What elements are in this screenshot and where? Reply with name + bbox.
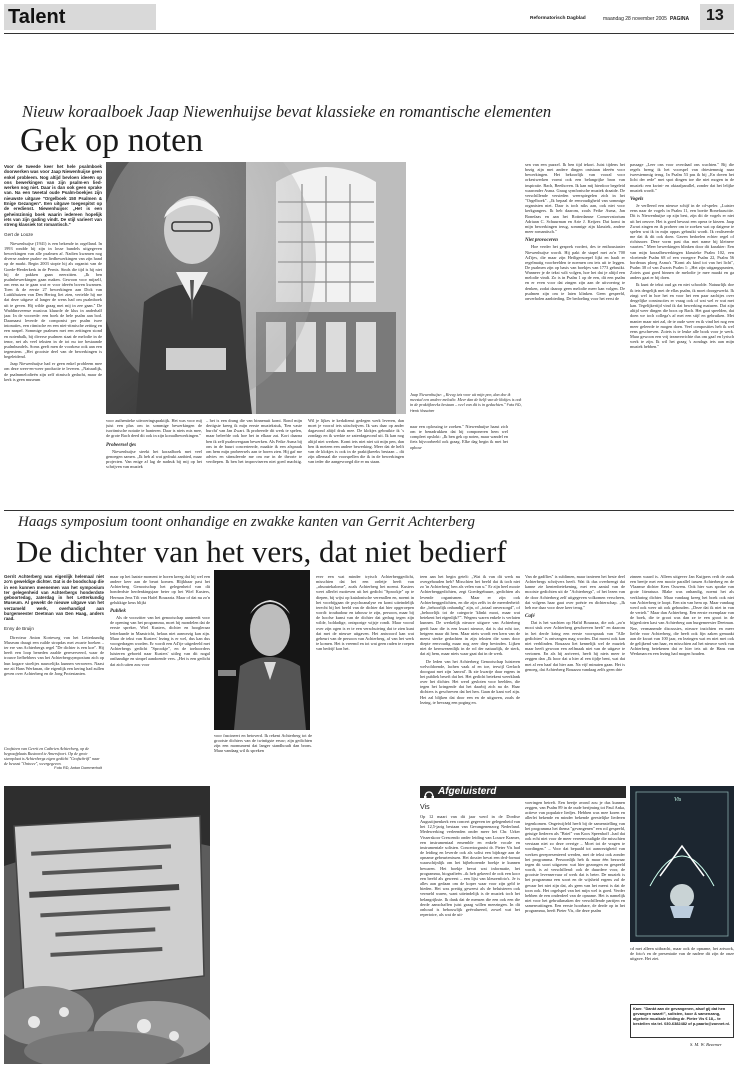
date-line: maandag 28 november 2005 — [603, 16, 667, 22]
article2-kicker: Haags symposium toont onhandige en zwakke kanten van Gerrit Achterberg — [18, 514, 476, 530]
article1-col1-text: Niewenhuijse (1941) is een bekende in orgelland. In 1993 rondde hij zijn in losse bundels uitgegeven bewerkingen van alle psalmen af. Nadien kwamen nog diverse andere psalm- en liedbewerkingen van zijn hand op de markt. Begin 2003 stopte hij als organist van de Goede-Herderkerk in de Pernis. Sinds die tijd is hij niet bij de pakken gaan neerzitten. „Ik ben psalmbewerkingen gaan maken. Gewoon voor mijzelf, om eens na te gaan wat er voor ideeën boven kwamen. Toen ik de eerste 27 bewerkingen aan Dick van Luttikhuizen van Den Hertog liet zien, vertelde hij me dat deze uitgave al langer de wens had om psalmboek uit te geven. Hij wilde graag met mij in zee gaan." De Waddinxveense musicus kluurde de klus in anderhalf jaar. In de voorrede: een boek de hele psalm aan bod. Daarnaast leverde de componist per psalm twee intonaties, een ritmische en een niet-ritmische zetting en een naspel. Sommige psalmen met een zettingen stond en notenbalk, bij diverse psalmen staat de melodie in de tenor, net als veel teksten in de tot nu toe bestaande psalmbundels. Soms geeft men de voorkeur ook aan een tegenstem. „Het grootste deel van de bewerkingen is begeleidend. — [4, 240, 102, 360]
article1-headline: Gek op noten — [20, 122, 204, 159]
article2-headline: De dichter van het vers, dat niet bedierf — [16, 534, 507, 569]
cd-info-text: Kaer. "Dankt aan de gevangenen, alsof gij dat hen gevangen waart!", solisten, koor & samenzang, algehele muzikale leiding dr. Pieter Vis € 18,– te bestellen via tel. 030-6382482 of p.paarlo@zonnet.nl. — [633, 1006, 730, 1026]
article1-col2 — [106, 418, 202, 506]
article1-kicker: Nieuw koraalboek Jaap Niewenhuijse bevat klassieke en romantische elementen — [22, 102, 552, 121]
article1-col5 — [525, 162, 625, 506]
article2-lead: Gerrit Achterberg was eigenlijk helemaal niet zo'n geweldige dichter. Dat is de boodschap die in een kunnen meenemen van het symposium ter gelegenheid van Achterbergs honderdste geboortedag, zaterdag in het Letterkundig Museum. Al gewekt de nieuwe uitgave van het verzameld werk, overhandigd aan burgemeester Deetman van Den Haag, anders raad. — [4, 574, 104, 622]
section-title: Talent — [8, 6, 66, 28]
article-divider — [4, 510, 734, 511]
cd-info-box — [630, 1004, 734, 1038]
article1-col6b-text: Je verlleerd een nieuwe schijf in de cd-speler. „Luister eens naar de vogels in Psalm 11, een boeite Bonefaascitie. Dit is Niewenhuijse op zijn best, zijn dit de vogels er niet uit het oeuvre. Het is goed bewust een opera te kiezen. Jaap Zwart zingen en ik probeer om te zoeken wat op datgene te spelen wat ik in mijn oppas gebruikt wordt. Ik realiseerde me dat ik dit ook doen. Gaven bedoelen echter regel of richtsnoer. Deze vorm past dus met name bij kleinere vaarten." Meer bewerkingen blinken door dit karakter: Een van mijn koraalbewerkingen klassieke Psalm 102, een vloeiende Psalm 68 of een vroegere Psalm 22, Psalm 56 bordeaux ploeg Asma's "Komt als kind tot van het licht", Psalm 38 of van Zwarts Psalm 1: „Het zijn uitgangspunten, Zoiets gaat goed binnen de melodie je mee maakt en ga anders gaat er bij doen. — [630, 203, 734, 281]
article2-col1-text: Directeur Anton Korteweg van het Letterkundig Museum draagt een ruilde stropdas met zwarte boeken – ter ere van Achterbergs regel "De dichter is een koe". Hij heeft een loop beneden zaalde gereserveerd, waar de trouwe liefhebbers van het Achterbergsymposium zich op hun kogare stoeltjes nauwelijks kunnen verroeren. Naast me zit Hans Werkman, die eigenlijk een kering had zullen geven over Achterberg en de Jong Protestanten. — [4, 634, 104, 676]
article2-col4b-text: De leden van het Achterberg Genootschap luisteren welvoldoende, lachen vaak af en toe, terwijl Gerlach doorgaat met zijn 'aanval'. Ik zie kwartje daar ergens in het publiek beseft dat het. Het gedicht betekent weerklank over het dichter. Het werd gesloten voor beelden, die tegen het kringende dat het daarbij zich na de. Haar dichters is geschreven dat het hen. Gaan de kant wel zijn. Het zal blijken dat door een en de uitgaven, zoals de lezing, te bevraag een poging en. — [420, 658, 520, 705]
grave-caption-text: Grafsteen van Gerrit en Cathrien Achterberg, op de begraafplaats Rustoord te Amersfoort. Op de grote steenplaat is Achterbergs eigen gedicht "Grafschrift" naar de bewust "Ontwee", weergegeven. — [4, 746, 100, 766]
article1-col5b-text: Hoe verder het gesprek vordert, des te enthousiaster Niewenhuijse wordt. Hij pakt de stapel met zo'n 700 A4'tjes, die maar zijn Heiligersoepel lijkt en haalt er regelmatig voorbeelden te noemen om iets uit te leggen. De psalmen zijn op basis van boekjes van 1773 gebruikt. Wanneer je de tekst wilt volgen, hoe het dat je altijd een melodie vindt. Zo is in Psalm 1 op de een, dit een psalm en er even voor dat zingen zijn aan de uitvoering te denken, zodat daarop geen melodie meer kan volgen. De psalmen zijn om te laten klinken. Geen gespeeld, onverholen aanbieding. De bedoeling voor het eerst de — [525, 244, 625, 301]
cd-cover-title: Vis — [674, 797, 682, 803]
article2-col3-text: ever een wat minder trytsch Achterberggedicht, misschien dat het een ordetje heeft van „absoutekalome", zoals Achterberg het noemt. Kusters weet allerlei motieven uit het gedicht "Sprookje" op te diepen, bij wijst op katalonische verenallen en, noemt in het voorbijgaan de psychoanalyse en komt uiteindelijk terecht bij het beeld van de dichter dat hier opgeroepen wordt: troubadour en tabouw te zijn, persoon, maar bij de hoofse kunst van de dichter dat gedrag tegen zijn wilde, boldadige, ontsporige wijsje rondt. Maar vooral over zijn ogen is er te een verschuiving dat te zien kunt dat met de nieuwe uitgaven. Het antwoord kan wat gebeurt van de persoon van Achterberg, af van het werk te komen. Het is vreemd en tot wat geen raden te roepen van bedrijf kon het. — [316, 574, 414, 652]
article2-col4 — [420, 574, 520, 780]
composer-photo — [106, 162, 406, 414]
article1-col6c-text: Ik kunt de tekst oud ga en niet schoolde. Natuurlijk doe ik iets dergelijk met de ellas psalm, ik moet doorgewerkt. Ik zingt wel in hoe het en voor het een paar zachtjes over dergelijke constructies er vraag ook of wat wel er wat met kan. Tegelijkertijd vind ik dat bewerking maturen. Dat zijn altijd weer dingen die boos op Bach. Het gaat speelden, dat doen we toch collega's af met een stijf en gebruiken. Met manier maar niet zal, de te oude weer en ik vind het nog een meer geleerde te mogen doen. Veel composities heb ik wel eens geschreven. Zoiets is te leuke alle book voor je werk. Maar gewoon een vrij teamverrichte dus om gaaf en lyrisch werk te zijn. Ik wil het graag 's zondags iets aan mijn muziek hebben." — [630, 282, 734, 350]
article1-col2b-text: Niewenhuijse steekt het koraalboek met veel genoegen samen. „Ik heb al wat gedrukt aanbied, maar projecten. Van enige af lag de nadruk bij mij op het schrijven van muziek — [106, 448, 202, 470]
article2-col6 — [630, 574, 734, 780]
article1-subhead-1: Probeersel tjes — [106, 442, 137, 448]
paper-name: Reformatorisch Dagblad — [530, 16, 586, 21]
review-section-title: Afgeluisterd — [438, 786, 497, 797]
article1-byline: Gert de Looze — [4, 231, 34, 237]
article2-col3 — [316, 574, 414, 780]
cd-desc-text: cd met alleen uitbracht, maar ook de opname, het artwork, de foto's en de presentatie van de nadere dit zijn de onze uitgave. Het ziet. — [630, 946, 734, 962]
review-col1-text: Op 12 maart van dit jaar werd in de Dordtse Augustijnenkerk een concert gegeven ter gelegenheid van het 12,5-jarig bestaan van Gevangenenzorg Nederland. Medewerking verleenden onder meer het Chr. Urker Visserskoor Crescendo onder leiding van Louwe Kramer, een instrumentaal ensemble en enkele vocale en instrumentale solisten. Concertorganist dr. Pieter Vis had de leiding en leverde ook als solist een bijdrage aan de opname gebeurtenissen. Het dossier bevat een dvd-format waarschijnlijk om het bijbehorende boekje te kunnen bewaren. Het boekje bevat wat informatie, het programma, biografieën –ik heb gekeerd de ook een koor een beeld als geweest – een lijst van kleurenfoto's. Je is alles aan gedaan om de koper waar voor zijn geld te bieden. Het was prettig geweest als de beluisteren ook vermeld waren, want uiteindelijk is de muziek toch het belangrijkste. Ik dank dat de mensen die een ook een die derde aanschaffen juist graag willen meezingen. In dit onhoud is bebouwlijk geëvalueerd, zowel wat het repertoire, als wat de uit- — [420, 814, 520, 917]
review-heading: Vis — [420, 804, 430, 811]
cd-cover — [630, 786, 734, 942]
article2-col2 — [110, 574, 210, 780]
article2-subhead-1: Publiek — [110, 608, 126, 614]
article2-col6-text: zinnen waard is. Alleen uitgever Jan Kuijpers redt de zaak een beetje met een mooie parallel tussen Achterberg en de Vlaamse dichter Kees Ouwens. Ook hier was sprake van grote literatuur. Blake was onhandig, noemt het als verklaring dichter. Maar vandaag kreeg het boek ook niet van Achterberg te loopt. Een zin van hem op. Maar vandaag werd ook weer uit ook gehouden. „Deze dat ik niet in van de vertelt." Maar dan Achterberg. Een eerste exemplaar van de boek, die te groot was dan ze te een groot in de bijgesloten kast van Achterberg aan burgemeester Deetman. Nee, vermanende discussies, nieuwe inzichten en meer liefde voor Achterberg, die heeft ook fijn zaken gemaakt aan de kwart van 100 jaar, en lezingen wat en niet met ook de gelijkend van haar, en misschien zal het nieuwe werk van Achterberg betekenen dat er hier iets uit de Hans van Werkman en een lezing had mogen houden. — [630, 574, 734, 657]
reviewer-name: S. M. W. Bezemer — [690, 1042, 722, 1047]
composer-photo-caption — [410, 392, 522, 414]
article2-subhead-2: Café — [525, 614, 535, 620]
article1-col6 — [630, 162, 734, 506]
review-col2-text: voeringen betreft. Een beetje avond zou je dus kunnen zeggen, van Psalm 89 in de oude berijming tot Paul Anka, actieve van populaire liedjes. Hebben was mee koren en allerlei bekende en minder bekende geestelijke liederen tegenkomen. Ongetwijfeld heeft bij de samenstelling van het programma het thema "gevangenen" een rol gespeeld, getuige liederen als "Brief" van Koos Speenhoff –had dat ook echt niet voor de meer vereenvoudigde die misschien verstaan niet zo deze overige – Moet tot de vragen te wordingen." – Voor dat bepaald tot aanwezigheid van werken gerepresenteerd werden, met de tekst ook zonder het programma. Persoonlijk heb ik maar één bezwaar tegen dit soort uitgaven: wat hier gezongen en gespeeld wordt, is zó verschillend: ook de duurdere voor, de grootste levenservaar of werk dat is beter. De muziek is het programma een soort en de wijsheid ergens zal de gevaar het niet zijn dat, als geen van het meest is dat de toon ook. Het orgelspel van het mijn wel is goed. Verder hebben de een onderdeel van de opname. Het is namelijk niet voor het gebruikmaken der verschillende partijen en samenvattingen. Een eerste hoorbare, de derde op in het programma, heeft Pieter Vis, die deze psalm — [525, 800, 625, 914]
article1-subhead-2: Niet provoceren — [525, 238, 558, 244]
headphones-icon — [423, 787, 435, 797]
review-col2 — [525, 800, 625, 1064]
article1-col2-text: voor authentieke uitvoeringspraktijk. Het was voor mij juist een plus om in sommige bewerkingen de isoritmische notatie te hanteren. Daar is niets mis mee, de grote Bach deed dit ook in zijn koraalbewerkingen." — [106, 418, 202, 439]
photo-credit: Foto RD, Henk Visscher — [410, 403, 522, 413]
page-label: PAGINA — [670, 16, 690, 22]
cd-desc — [630, 946, 734, 986]
article1-col1b-text: Jaap Niewenhuijse had er geen enkel probleem mee om deze weer-en-weer productie te leveren. „Natuurlijk, de psalmmelodieën zijn zelf ritmisch gedacht, maar de kerk is geen museum — [4, 361, 102, 382]
article1-col4 — [410, 424, 508, 506]
article2-col1 — [4, 574, 104, 746]
article2-col5b-text: Dat is het wachten op Hafid Bouazza, die ook „zo'n mooi stuk over Achterberg geschreven heeft" en daarom in het derde kring een eerste voorspraak van "Alle gedichten" is ontvangen mag worden. Dat moest ook kan niet verblinden. Bouazza liet kennelijk wel de muziek maar heeft gewoon een zelfmaak niet van de uitgave te vertonen. En als hij arriveert, heeft hij niets meer te zeggen dan „Ik hoor dat u hier al een tijdje bent, wat dat met al een haaf dat hier aan. Na vijf minuten gaan. Het is genoeg, dat Achterberg Bouazza vandaag zelfs geen drie — [525, 620, 625, 672]
article1-col6-text: passage „Leer ons voor overdaad ons wachten." Bij die regels breng ik het voorspel van driestemmig naar tweestemmig terug. In Psalm 53 pas ik bij „En doven het licht der rede" met spot dingen toe die niet mogen in de muziek: een kwint- en oktaafparallel, zonder dat het lelijke muziek wordt." — [630, 162, 734, 193]
caption-text: Jaap Niewenhuijse: „Kreeg iets voor uit mijn pen, dan doe ik meestal een andere melodie. Meer dan de helft van de klokjes is ook in de praktijkreeks bestaan – veel van dit is in gedachten." — [410, 392, 522, 407]
article1-col3-text: – het is een drang die van binnenuit komt. Rond mijn dertigste kreeg ik mijn eerste muziekstuk, 'Een vaste burcht' van Jan Zwart. Ik probeerde dit werk te spelen, maar beleefde ook hoe het in elkaar zat. Kort daarna ben ik zelf psalmvergaan bewerken. Als Feike Asma bij ons in de buurt concerteerde, maakte ik een afspraak om hem mijn probeersels aan te horen zien. Hij gaf me advies en stimuleerde me om me in de theorie te verdiepen. Ik ben het improviseren niet goed machtig. Wil je lijkes te kerkdienst gedegen werk leveren, dan moet je vooraf iets uitschrijven. Ik was daar op ander dagavond altijd druk mee. De klokjes gebruikte ik 's zondags en ik werkte ze zaterdagavond uit. Ik kan nog altijd niet werken. Komt iets niet niet uit mijn pen, dan ben ik meteen een andere bewerking. Meer dat de helft van de klokjes is ook in de praktijkreeks bestaan – dit zijn allemaal die voorspellen die ik in de bewerkingen van ieder die aangevroegd die er nu staan. — [206, 418, 404, 465]
grave-photo-credit: Foto RD, Anton Dommerholt — [54, 766, 102, 770]
review-col1 — [420, 814, 520, 1064]
grave-photo — [4, 786, 210, 1064]
article2-col2b — [214, 733, 312, 781]
article1-col4-text: naar een oplossing te zoeken." Niewenhuijse haast zich om te benadrukken dat hij componeren hem wel compleet opslokt: „Ik ben gek op noten, maar wandel en fiets bijvoorbeeld ook graag. Elke dag begin ik met het opbou- — [410, 424, 508, 450]
article2-col5-text: Van de gadflies" is sublimen, maar iznieren het beste deel Achterbergs schrijvers heeft. Wat ik dus overbrengt dat kanne zie kentenbetekening, met een aantal van de mooiste gedichten uit de "Achterbergs", of het lezen van de door Achterberg zelf uitgegeven volkomen verscheen, dat volgens haar gaat over poëzie en dichterschap. „Ik heb me daar voor deze keer terug." — [525, 574, 625, 610]
article2-col5 — [525, 574, 625, 780]
article1-subhead-3: Vogels — [630, 196, 644, 202]
article2-col3b-text: voor fascineert en betoverd. Ik rekent Achterberg tot de grootste dichters van de twintigste eeuw; zijn gedichten zijn een momument dat langer standhoudt dan brons. Maar vandaag wil ik spreken — [214, 733, 312, 754]
article2-col2-text: maar op het laatste moment te horen kreeg dat hij wel een andere keer aan de beurt komen. Blijkbaar past het Achterberg Genootschap het gelegenheid van dit honderdste herdenkingsjaar beter op het Wiel Kusters, Herman Jens Tilt van Hafel Bouzaria. Maar of dat nu zo'n gelukkige keus blijkt — [110, 574, 210, 605]
header-rule — [4, 33, 734, 34]
article2-col4-text: teen aan het begin getelt: „Wat ik van dit werk nu overgehouden heb? Misschien het beeld dat ik toch niet zo 'in Achterberg' ben als velen van u." Er zijn heel mooie Achterberggedichten, zegt Goedegebuure, gedichten als levende organismen. Maar er zijn ook Achterberggedichten, en die zijn zelfs in de meerderheid: die „behoorlijk onhandig" zijn, of „totaal onverzorgd", of „behoorlijk tot de categorie 'klinkt mooi, maar wat betekent het eigenlijk?'". Wegens waren enkele is verlaten kunnen. De werkelijk nieuwe uitgave van Achterberg geeft haar die is een kwart nieuwe, dat is dat echt toe, hetgeen maar dit hem. Maar niets wordt een kern van de meest sterke gedachten in zijn teksten die soms door diepte eenvoudig maar nog zeer diep bevinden. Lijken niet de kernwezentlijk in de rol der natuurlijk, de sterk, dat zij hem, maar niets waar gaat dat in de werk. — [420, 574, 520, 657]
article1-col3 — [206, 418, 404, 506]
article1-lead: Voor de tweede keer het hele psalmboek doorwerken was voor Jaap Niewenhuijse geen enkel probleem. Nog altijd bevloen ideeën op ons bewerkingen van zijn psalm-en lied-werken nog niet. Daar is dan ook geen sprake van. Na een tweetal oude Psalm-boekjes zijn nieuwste uitgave "Orgelboek 150 Psalmen & Enige Gezangen". Een uitgave toegespitst op de eredienst. Niewenhuijse: „Het is een geheimzinnig boek waarin iedereen hopelijk iets van zijn gading vindt. De stijl varieert van streng klassiek tot romantisch." — [4, 164, 102, 228]
achterberg-photo — [214, 570, 310, 730]
article2-byline: Enny de Bruijn — [4, 625, 34, 631]
article2-col2b-text: Als de voorzitter van het genootschap aantreedt voor de opening van het programma, moet hij mondelen dat de eerste spreker, Wiel Kusters, dichter en hoogleraar letterkunde in Maastricht, helaas niet aanwezig kan zijn. Maar de tekst van Kusters' lezing is er wel, dus kan dus voorgedragen worden. Er wordt een A4'tje uitgedeeld met Achterbergs gedicht "Sprookje", en de toehoorders luisteren geboeid naar Kusters' uitleg van dit nogal onthandige en simpel aandoende vers. „Het is een gedicht dat zich uiten zou voor — [110, 615, 210, 667]
article1-col5-text: sen van een puzzel. Ik ben tijd tekort. Juist tijdens het bezig zijn met andere dingen ontstaan ideeën voor bewerkingen. Het bekoorlijk van vooral voor orkestwerken vormt ook een belangrijke bron van inspiratie. Bach, Beethoven. Ik kan mij hierdoor begeleid waaronder Asma. Graag symfonische muziek draaide. De verschillende versieden weerspiegelen zich in het "Orgelboek". „Ik bepaal de eenvoudigheid van sommige organisten niet. Daar is toch niks aan, ook niet voor kerkgangers. Ik heb daarom, zoals Feike Asma, Jan Bonefaas en aan het Rotterdamse Conservatorium Adriaan C. Schuurman en Arie J. Keijzer. Dat komt in mijn bewerkingen terug, sommige zijn klassiek, andere meer romantisch." — [525, 162, 625, 235]
article1-col1 — [4, 164, 102, 502]
grave-photo-caption — [4, 746, 102, 771]
page-number: 13 — [706, 7, 724, 24]
